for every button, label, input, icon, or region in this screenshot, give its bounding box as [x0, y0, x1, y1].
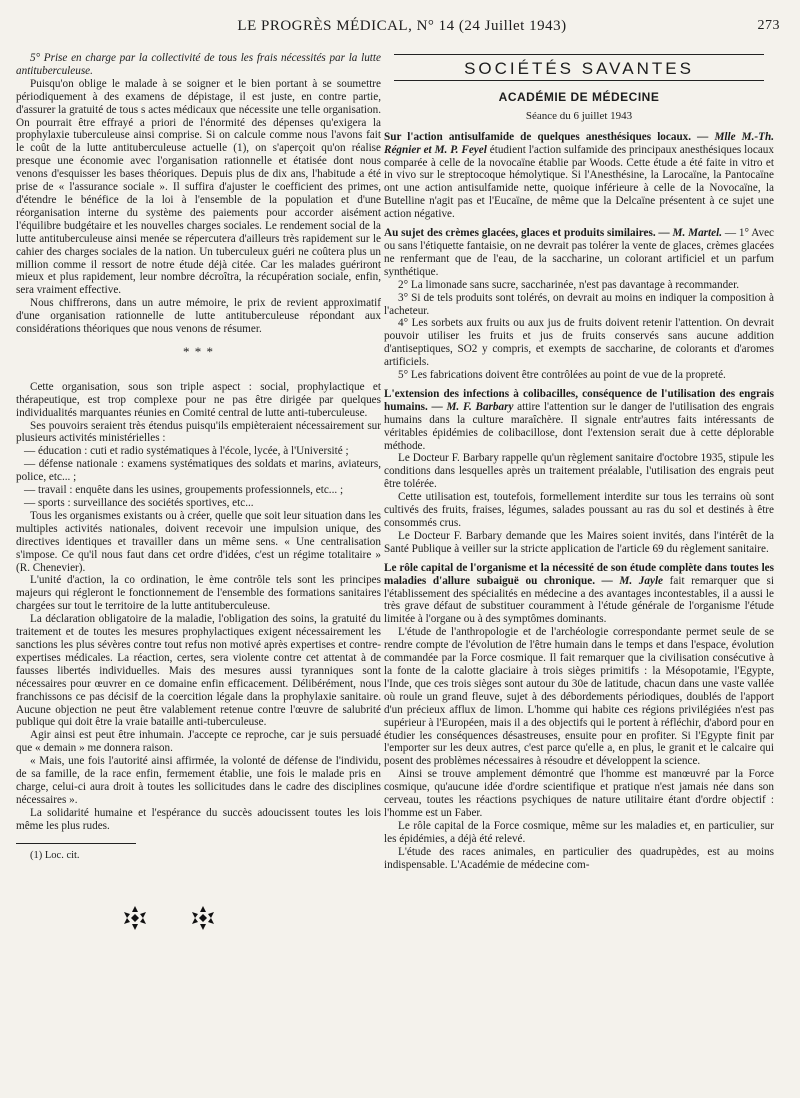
paragraph: 4° Les sorbets aux fruits ou aux jus de fruits doivent retenir l'attention. On devrait pouvoir utiliser les fruits et jus de fruits conservés sans aucune addition d'antiseptiques, SO2 y compris, et exempts de saccharine, de colorants et d'aromes artificiels. [384, 317, 774, 369]
paragraph: Le Docteur F. Barbary demande que les Maires soient invités, dans l'intérêt de la Santé Publique à veiller sur la stricte application de l'article 69 du règlement sanitaire. [384, 529, 774, 555]
paragraph: Ses pouvoirs seraient très étendus puisqu'ils empièteraient nécessairement sur plusieurs activités ministérielles : [16, 419, 381, 445]
section-separator: * * * [183, 343, 214, 359]
list-item: — défense nationale : examens systématiques des soldats et marins, aviateurs, police, etc... ; [16, 458, 381, 484]
ornament-icon [189, 904, 217, 932]
section-rule [394, 80, 764, 81]
ornaments [121, 904, 381, 932]
left-column [16, 52, 381, 932]
paragraph: Cette organisation, sous son triple aspect : social, prophylactique et thérapeutique, est trop complexe pour ne pas être dirigée par quelques individualités marquantes réunies en Comité central de lutte anti-tuberculeuse. [16, 380, 381, 419]
article-authors: — M. F. Barbary [431, 400, 514, 413]
paragraph: L'unité d'action, la co ordination, le ème contrôle tels sont les principes majeurs qui régleront le fonctionnement de l'ensemble des formations sanitaires chargées sur tout le territoire de la lutte antituberculeuse. [16, 574, 381, 613]
list-item: — travail : enquête dans les usines, groupements professionnels, etc... ; [24, 484, 344, 497]
paragraph: 5° Les fabrications doivent être contrôlées au point de vue de la propreté. [398, 369, 726, 382]
paragraph: Le Docteur F. Barbary rappelle qu'un règlement sanitaire d'octobre 1935, stipule les conditions dans lesquelles après un traitement préalable, l'utilisation des engrais peut être tolérée. [384, 452, 774, 491]
footnote-rule [16, 843, 136, 844]
session-date: Séance du 6 juillet 1943 [525, 109, 633, 122]
list-item: — éducation : cuti et radio systématiques à l'école, lycée, à l'Université ; [24, 445, 349, 458]
article [384, 131, 774, 221]
paragraph: La solidarité humaine et l'espérance du succès adoucissent toutes les lois même les plus rudes. [16, 806, 381, 832]
right-column [384, 52, 774, 871]
paragraph: 5° Prise en charge par la collectivité de tous les frais nécessités par la lutte antituberculeuse. [16, 52, 381, 77]
paragraph: Agir ainsi est peut être inhumain. J'accepte ce reproche, car je suis persuadé que « demain » me donnera raison. [16, 729, 381, 755]
paragraph: Nous chiffrerons, dans un autre mémoire, le prix de revient approximatif d'une organisation rationnelle de lutte antituberculeuse répondant aux considérations théoriques que nous venons de résumer. [16, 297, 381, 336]
paragraph: Puisqu'on oblige le malade à se soigner et le bien portant à se soumettre périodiquement à des examens de dépistage, il est juste, en contre partie, d'assurer la gratuité de tous s actes médicaux que nécessite une telle organisation. On pourrait être effrayé a priori de l'énormité des dépenses qu'exigera la prophylaxie tuberculeuse ainsi comprise. Si on calcule comme nous l'avons fait le coût de la lutte antituberculeuse actuelle (1), on s'aperçoit qu'on réalise presque une économie avec l'organisation rationnelle et étatisée dont nous venons d'esquisser les bases théoriques. Depuis plus de dix ans, l'habitude a été prise de « l'assurance sociale ». Il suffira d'ajuster le coefficient des primes, d'étendre le bénéfice de la loi à l'ensemble de la population et d'une réorganisation interne du système des paiements pour accorder aisément l'équilibre budgétaire et les nouvelles charges sociales. Le rendement social de la lutte antituberculeuse ainsi menée se répercutera d'ailleurs très rapidement sur le cahier des charges sociales de la nation. Un tuberculeux guéri ne coûtera plus un million comme il ressort de notre étude déjà citée. Car les malades guériront mieux et plus rapidement, leur nombre décroîtra, la récupération sociale, enfin, sera vraiment effective. [16, 77, 381, 297]
paragraph: Ainsi se trouve amplement démontré que l'homme est manœuvré par la Force cosmique, qu'aucune idée d'ordre scientifique et pratique n'est jamais née dans son cerveau, toutes les réactions psychiques de nature utilitaire étant d'ordre objectif : l'homme est un Faber. [384, 768, 774, 819]
paragraph: « Mais, une fois l'autorité ainsi affirmée, la volonté de défense de l'individu, de sa famille, de la race enfin, fermement établie, une fois le malade pris en charge, celui-ci aura droit à toutes les sollicitudes dans le cadre des disciplines nécessaires ». [16, 755, 381, 806]
article [384, 388, 774, 453]
article [384, 562, 774, 627]
article-title: Au sujet des crèmes glacées, glaces et produits similaires. [384, 227, 656, 240]
article [384, 227, 774, 279]
article-authors: — Mlle M.-Th. Régnier et M. P. Feyel [384, 130, 774, 156]
article-title: Sur l'action antisulfamide de quelques anesthésiques locaux. [384, 130, 692, 143]
article-text: attire l'attention sur le danger de l'utilisation des engrais humains dans la culture maraîchère. Il signale entr'autres faits intéressants de véritables épidémies de colibacillose, dont l'extension serait due à cette déplorable méthode. [384, 400, 775, 452]
list-item: — sports : surveillance des sociétés sportives, etc... [24, 497, 254, 509]
article-text: étudient l'action sulfamide des principaux anesthésiques locaux comparée à celle de la novocaïne établie par Woods. Cette étude a été faite in vitro et in vivo sur le streptocoque hémolytique. Si l'Anesthésine, la Larocaïne, la Pantocaïne ont une action antisulfamide nette, quoique inférieure à celle de la Novocaïne, la Butelline n'agit pas et l'Eucaïne, de même que la Delcaïne présentent à ce sujet une action négative. [384, 143, 774, 221]
article-title: Le rôle capital de l'organisme et la nécessité de son étude complète dans toutes les maladies d'allure subaiguë ou chronique. [384, 561, 774, 587]
article-text: fait remarquer que si l'établissement des spécialités en médecine a des avantages incontestables, il a aussi le très grave défaut de substituer couramment à l'étude générale de l'organisme l'étude limitée à l'organe ou à des symptômes dominants. [384, 574, 774, 626]
article-authors: — M. Jayle [601, 574, 664, 587]
paragraph: Le rôle capital de la Force cosmique, même sur les maladies et, en particulier, sur les épidémies, a déjà été relevé. [384, 819, 774, 845]
article-authors: — M. Martel. [658, 227, 723, 240]
section-rule [394, 54, 764, 55]
paragraph: L'étude des races animales, en particulier des quadrupèdes, est au moins indispensable. L'Académie de médecine com- [384, 845, 774, 871]
ornament-icon [121, 904, 149, 932]
paragraph: L'étude de l'anthropologie et de l'archéologie correspondante permet seule de se rendre compte de l'évolution de l'être humain dans le temps et dans l'espace, évolution commandée par la Force cosmique. Il fait remarquer que la civilisation consécutive à la fonte de la calotte glaciaire à trois sièges primitifs : la Mésopotamie, l'Egypte, l'Inde, que ces trois sièges sont autour du 30e de latitude, chacun dans une vaste vallée où roule un grand fleuve, sujet à des débordements périodiques, doublés de l'apport d'un précieux afflux de limon. L'homme qui habite ces régions privilégiées n'est pas supérieur à l'Européen, mais il a des objectifs qui le portent à réfléchir, d'abord pour en étudier les conséquences désastreuses, ensuite pour en profiter. Si l'Egypte finit par l'emporter sur les deux autres, c'est parce qu'elle a, en plus, le granit et le calcaire qui posent des problèmes nécessaires à résoudre et développent la science. [384, 626, 774, 768]
paragraph: Tous les organismes existants ou à créer, quelle que soit leur situation dans les multiples activités nationales, doivent recevoir une impulsion unique, des directives identiques et travailler dans un même sens. « Une centralisation s'impose. Ce qu'il nous faut dans cet ordre d'idées, c'est un régime totalitaire » (R. Chenevier). [16, 509, 381, 574]
paragraph: Cette utilisation est, toutefois, formellement interdite sur tous les terrains où sont cultivés des fruits, fraises, légumes, salades poussant au ras du sol et destinés à être consommés crus. [384, 491, 774, 529]
paragraph: 3° Si de tels produits sont tolérés, on devrait au moins en indiquer la composition à l'acheteur. [384, 291, 774, 317]
academy-heading: ACADÉMIE DE MÉDECINE [498, 89, 660, 104]
paragraph: 2° La limonade sans sucre, saccharinée, n'est pas davantage à recommander. [398, 278, 740, 291]
page-header [24, 18, 780, 42]
paragraph: La déclaration obligatoire de la maladie, l'obligation des soins, la gratuité du traitement et de toutes les mesures prophylactiques exigent nécessairement les sanctions les plus sévères contre tout refus non motivé après expertises et contre-expertises médicales. La réaction, certes, sera violente contre cet attentat à de fausses libertés individuelles. Mais des mesures aussi tyranniques sont nécessaires pour œuvrer en ce domaine enfin efficacement. Délibérément, nous franchissons ce pas décisif de la coercition légale dans la prophylaxie sanitaire. Aucune objection ne peut être valablement retenue contre l'œuvre de salubrité publique qui doit être la vraie bataille anti-tuberculeuse. [16, 613, 381, 729]
section-title: SOCIÉTÉS SAVANTES [464, 59, 694, 78]
article-title: L'extension des infections à colibacilles, conséquence de l'utilisation des engrais humains. [384, 387, 774, 413]
page-number: 273 [757, 18, 780, 33]
footnote: (1) Loc. cit. [30, 849, 80, 861]
article-text: — 1° Avec ou sans l'étiquette fantaisie, on ne devrait pas tolérer la vente de glaces, crèmes glacées ne renfermant que de l'eau, de la saccharine, un colorant artificiel et un parfum synthétique. [384, 227, 774, 278]
journal-title: LE PROGRÈS MÉDICAL, N° 14 (24 Juillet 1943) [237, 18, 567, 34]
